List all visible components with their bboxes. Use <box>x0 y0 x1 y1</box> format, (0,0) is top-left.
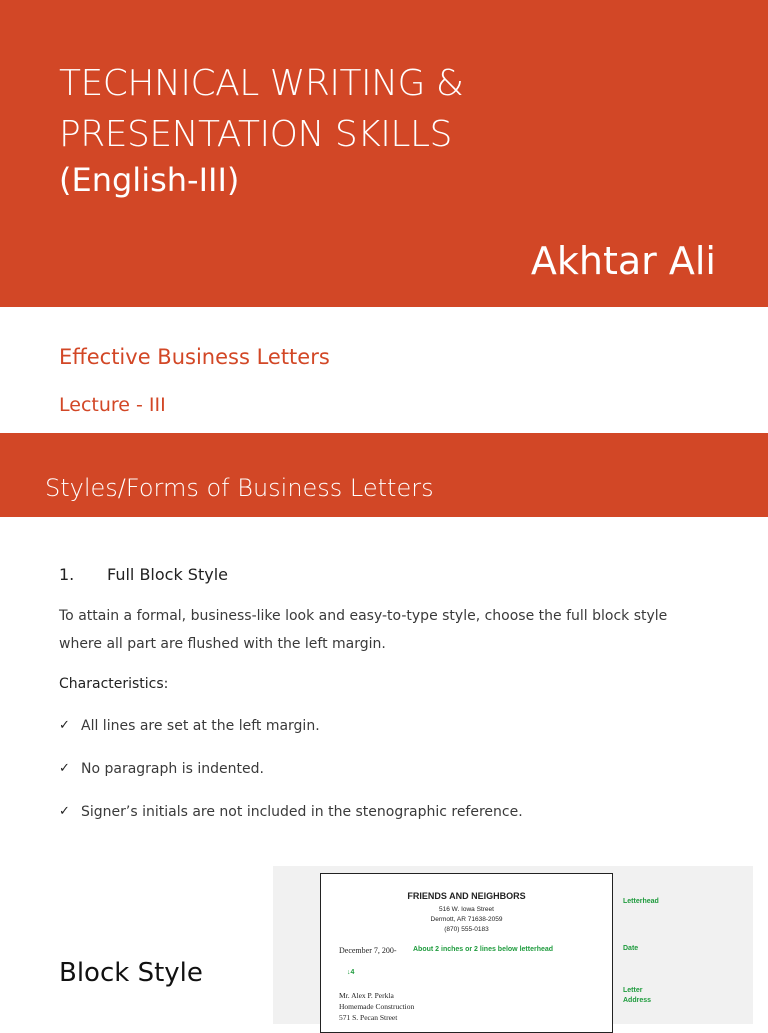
list-item <box>59 704 709 747</box>
characteristics-label: Characteristics: <box>59 676 169 692</box>
list-item-text: All lines are set at the left margin. <box>81 717 320 734</box>
date-placement-note: About 2 inches or 2 lines below letterhead <box>413 946 554 953</box>
label-letter-address-line-1: Letter <box>623 987 643 994</box>
address-company: Homemade Construction <box>339 1002 415 1011</box>
title-line-2: PRESENTATION SKILLS <box>59 114 452 155</box>
title-banner <box>0 0 768 307</box>
lecture-info <box>59 340 330 422</box>
style-heading <box>59 560 709 590</box>
letterhead-street: 516 W. Iowa Street <box>439 906 494 913</box>
lecture-number: Lecture - III <box>59 394 166 416</box>
label-letter-address <box>623 986 651 1006</box>
letterhead-name: FRIENDS AND NEIGHBORS <box>407 891 526 901</box>
address-street: 571 S. Pecan Street <box>339 1013 398 1022</box>
content-body <box>59 560 709 833</box>
presentation-subtitle: (English-III) <box>59 161 240 199</box>
presentation-title <box>59 58 463 160</box>
characteristics-list <box>59 704 709 833</box>
list-item-text: Signer’s initials are not included in the stenographic reference. <box>81 803 523 820</box>
checkmark-icon: ✓ <box>59 761 70 776</box>
list-item-text: No paragraph is indented. <box>81 760 264 777</box>
style-heading-number: 1. <box>59 565 75 584</box>
list-item <box>59 747 709 790</box>
section-band <box>0 433 768 517</box>
checkmark-icon: ✓ <box>59 718 70 733</box>
label-letterhead: Letterhead <box>623 898 659 905</box>
topic-heading: Effective Business Letters <box>59 345 330 369</box>
style-description: To attain a formal, business-like look and easy-to-type style, choose the full block style where all part are flushed with the left margin. <box>59 608 668 652</box>
address-name: Mr. Alex P. Perkla <box>339 991 394 1000</box>
label-letter-address-line-2: Address <box>623 997 652 1004</box>
style-heading-text: Full Block Style <box>107 565 228 584</box>
spacing-note: ↓4 <box>347 969 355 976</box>
author-name: Akhtar Ali <box>530 239 716 283</box>
title-line-1: TECHNICAL WRITING & <box>59 63 464 104</box>
letterhead-city: Dermott, AR 71638-2059 <box>430 916 503 923</box>
checkmark-icon: ✓ <box>59 804 70 819</box>
example-caption: Block Style <box>59 958 203 988</box>
letter-date: December 7, 200- <box>339 946 397 955</box>
letter-example-page <box>320 873 613 1033</box>
section-band-title: Styles/Forms of Business Letters <box>45 474 434 502</box>
list-item <box>59 790 709 833</box>
label-date: Date <box>623 945 639 952</box>
letterhead-phone: (870) 555-0183 <box>444 926 489 933</box>
